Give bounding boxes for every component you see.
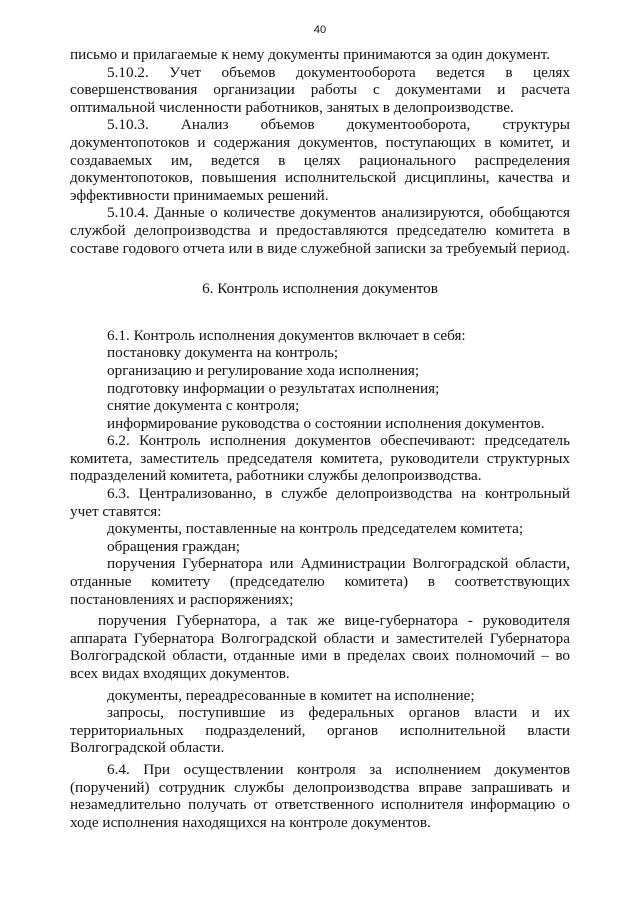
paragraph: снятие документа с контроля; <box>107 397 300 415</box>
paragraph: 5.10.4. Данные о количестве документов анализируются, обобщаются службой делопроизводства и предоставляются председателю комитета в составе годового отчета или в виде служебной записки за требуемый период. <box>70 204 570 257</box>
document-body <box>70 46 570 831</box>
paragraph: обращения граждан; <box>107 537 241 555</box>
paragraph: организацию и регулирование хода исполнения; <box>107 361 420 379</box>
paragraph: запросы, поступившие из федеральных органов власти и их территориальных подразделений, органов исполнительной власти Волгоградской области. <box>70 704 570 757</box>
paragraph: 5.10.3. Анализ объемов документооборота, структуры документопотоков и содержания документов, поступающих в комитет, и создаваемых им, ведется в целях рационального распределения документопотоков, повышения исполнительской дисциплины, качества и эффективности принимаемых решений. <box>70 116 570 204</box>
paragraph: постановку документа на контроль; <box>107 344 339 362</box>
section-heading: 6. Контроль исполнения документов <box>202 280 438 298</box>
paragraph: 5.10.2. Учет объемов документооборота ведется в целях совершенствования организации работы с документами и расчета оптимальной численности работников, занятых в делопроизводстве. <box>70 63 570 116</box>
paragraph: документы, поставленные на контроль председателем комитета; <box>107 520 524 538</box>
paragraph: поручения Губернатора или Администрации Волгоградской области, отданные комитету (председателю комитета) в соответствующих постановлениях и распоряжениях; <box>70 555 570 608</box>
page-number: 40 <box>313 24 327 36</box>
paragraph: информирование руководства о состоянии исполнения документов. <box>107 414 545 432</box>
paragraph: письмо и прилагаемые к нему документы принимаются за один документ. <box>70 46 551 63</box>
paragraph: 6.4. При осуществлении контроля за исполнением документов (поручений) сотрудник службы делопроизводства вправе запрашивать и незамедлительно получать от ответственного исполнителя информацию о ходе исполнения находящихся на контроле документов. <box>70 760 570 831</box>
paragraph: 6.3. Централизованно, в службе делопроизводства на контрольный учет ставятся: <box>70 485 570 520</box>
paragraph: подготовку информации о результатах исполнения; <box>107 379 440 397</box>
paragraph: документы, переадресованные в комитет на исполнение; <box>107 686 475 704</box>
paragraph: 6.1. Контроль исполнения документов включает в себя: <box>107 326 466 344</box>
paragraph: 6.2. Контроль исполнения документов обеспечивают: председатель комитета, заместитель председателя комитета, руководители структурных подразделений комитета, работники службы делопроизводства. <box>70 432 570 485</box>
paragraph: поручения Губернатора, а так же вице-губернатора - руководителя аппарата Губернатора Волгоградской области и заместителей Губернатора Волгоградской области, отданные ими в пределах своих полномочий – во всех видах входящих документов. <box>70 612 570 682</box>
